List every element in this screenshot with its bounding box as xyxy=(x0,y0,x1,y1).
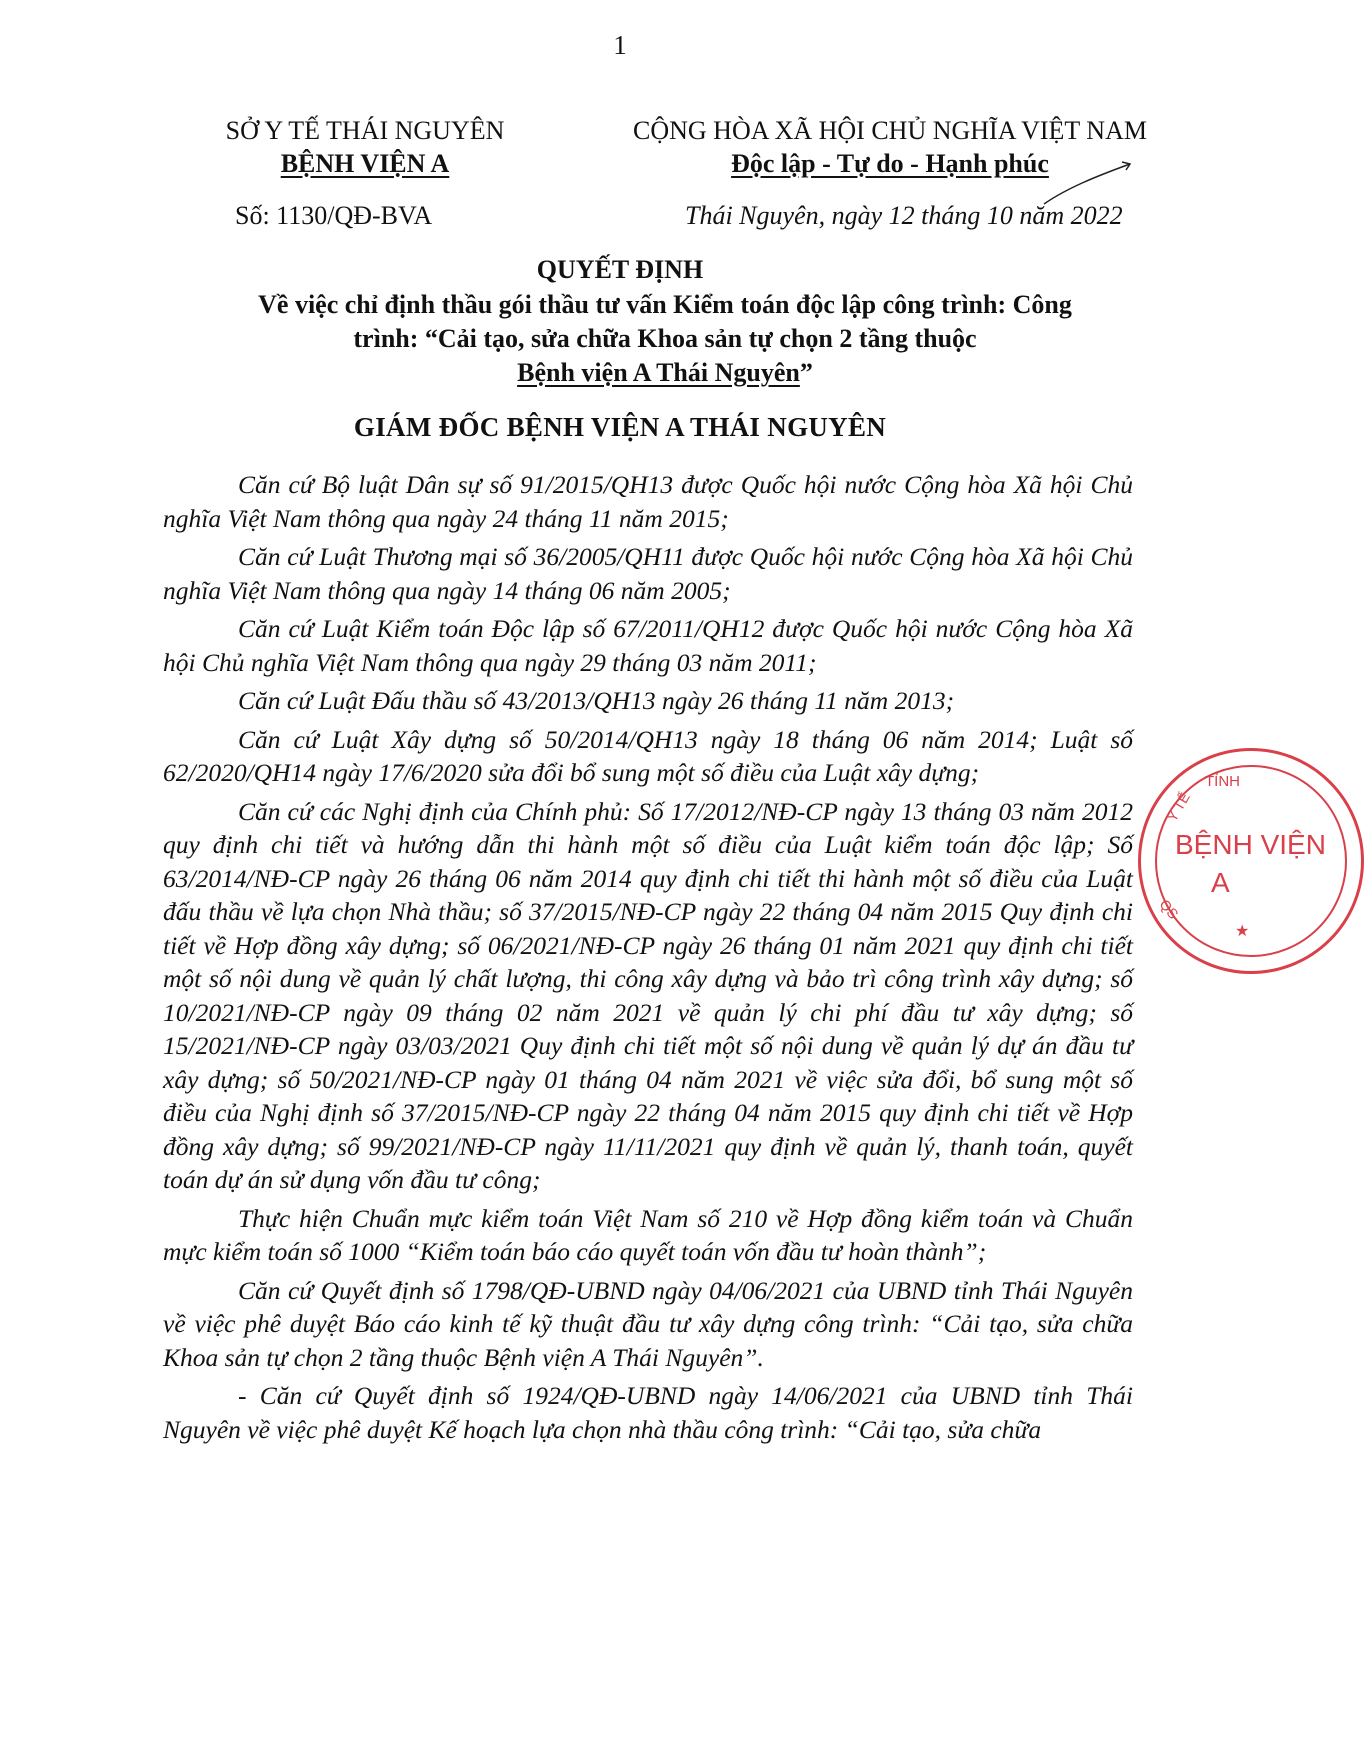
paragraph-bidding-law: Căn cứ Luật Đấu thầu số 43/2013/QH13 ngày 26 tháng 11 năm 2013; xyxy=(238,686,955,715)
paragraph-civil-code: Căn cứ Bộ luật Dân sự số 91/2015/QH13 được Quốc hội nước Cộng hòa Xã hội Chủ nghĩa Việt Nam thông qua ngày 24 tháng 11 năm 2015; xyxy=(163,470,1133,533)
document-body xyxy=(163,468,1133,1451)
department-name: SỞ Y TẾ THÁI NGUYÊN xyxy=(225,116,505,145)
document-title: QUYẾT ĐỊNH xyxy=(536,255,704,284)
subject-line-3: Bệnh viện A Thái Nguyên xyxy=(517,358,800,387)
issuing-authority xyxy=(215,114,515,180)
subject-line-1: Về việc chỉ định thầu gói thầu tư vấn Kiểm toán độc lập công trình: Công xyxy=(258,290,1072,319)
document-number: Số: 1130/QĐ-BVA xyxy=(235,201,433,230)
motto: Độc lập - Tự do - Hạnh phúc xyxy=(731,149,1049,178)
paragraph-commercial-law: Căn cứ Luật Thương mại số 36/2005/QH11 được Quốc hội nước Cộng hòa Xã hội Chủ nghĩa Việt Nam thông qua ngày 14 tháng 06 năm 2005; xyxy=(163,542,1133,605)
stamp-letter: A xyxy=(1211,867,1230,898)
stamp-name: BỆNH VIỆN xyxy=(1175,829,1326,860)
page-number: 1 xyxy=(613,30,627,60)
paragraph-construction-law: Căn cứ Luật Xây dựng số 50/2014/QH13 ngày 18 tháng 06 năm 2014; Luật số 62/2020/QH14 ngày 17/6/2020 sửa đổi bổ sung một số điều của Luật xây dựng; xyxy=(163,724,1133,787)
star-icon: ★ xyxy=(1235,923,1250,940)
paragraph-audit-law: Căn cứ Luật Kiểm toán Độc lập số 67/2011/QH12 được Quốc hội nước Cộng hòa Xã hội Chủ nghĩa Việt Nam thông qua ngày 29 tháng 03 năm 2011; xyxy=(163,614,1133,677)
paragraph-decision-1924: - Căn cứ Quyết định số 1924/QĐ-UBND ngày 14/06/2021 của UBND tỉnh Thái Nguyên về việc phê duyệt Kế hoạch lựa chọn nhà thầu công trình: “Cải tạo, sửa chữa xyxy=(163,1381,1133,1444)
subject-line-3-end: ” xyxy=(799,358,813,387)
place-date: Thái Nguyên, ngày 12 tháng 10 năm 2022 xyxy=(685,201,1123,230)
stamp-left-text: Y TẾ xyxy=(1163,789,1193,825)
stamp-top-text: TỈNH xyxy=(1205,773,1240,790)
paragraph-audit-standards: Thực hiện Chuẩn mực kiểm toán Việt Nam số 210 về Hợp đồng kiểm toán và Chuẩn mực kiểm toán số 1000 “Kiểm toán báo cáo quyết toán vốn đầu tư hoàn thành”; xyxy=(163,1203,1133,1266)
paragraph-decrees: Căn cứ các Nghị định của Chính phủ: Số 17/2012/NĐ-CP ngày 13 tháng 03 năm 2012 quy định chi tiết và hướng dẫn thi hành một số điều của Luật kiểm toán độc lập; Số 63/2014/NĐ-CP ngày 26 tháng 06 năm 2014 quy định chi tiết thi hành một số điều của Luật đấu thầu về lựa chọn Nhà thầu; số 37/2015/NĐ-CP ngày 22 tháng 04 năm 2015 Quy định chi tiết về Hợp đồng xây dựng; số 06/2021/NĐ-CP ngày 26 tháng 01 năm 2021 quy định chi tiết một số nội dung về quản lý chất lượng, thi công xây dựng và bảo trì công trình xây dựng; số 10/2021/NĐ-CP ngày 09 tháng 02 năm 2021 về quản lý chi phí đầu tư xây dựng; số 15/2021/NĐ-CP ngày 03/03/2021 Quy định chi tiết một số nội dung về quản lý dự án đầu tư xây dựng; số 50/2021/NĐ-CP ngày 01 tháng 04 năm 2021 về việc sửa đổi, bổ sung một số điều của Nghị định số 37/2015/NĐ-CP ngày 22 tháng 04 năm 2015 quy định chi tiết về Hợp đồng xây dựng; số 99/2021/NĐ-CP ngày 11/11/2021 quy định về quản lý, thanh toán, quyết toán dự án sử dụng vốn đầu tư công; xyxy=(163,796,1133,1194)
red-seal-stamp xyxy=(1138,748,1364,974)
director-heading: GIÁM ĐỐC BỆNH VIỆN A THÁI NGUYÊN xyxy=(353,412,887,442)
hospital-name: BỆNH VIỆN A xyxy=(280,149,450,178)
subject-line-2: trình: “Cải tạo, sửa chữa Khoa sản tự chọn 2 tầng thuộc xyxy=(353,324,977,353)
document-subject xyxy=(200,288,1130,390)
stamp-bottom-text: QS xyxy=(1156,896,1182,922)
paragraph-decision-1798: Căn cứ Quyết định số 1798/QĐ-UBND ngày 04/06/2021 của UBND tỉnh Thái Nguyên về việc phê duyệt Báo cáo kinh tế kỹ thuật đầu tư xây dựng công trình: “Cải tạo, sửa chữa Khoa sản tự chọn 2 tầng thuộc Bệnh viện A Thái Nguyên”. xyxy=(163,1275,1133,1372)
country-name: CỘNG HÒA XÃ HỘI CHỦ NGHĨA VIỆT NAM xyxy=(633,116,1147,145)
